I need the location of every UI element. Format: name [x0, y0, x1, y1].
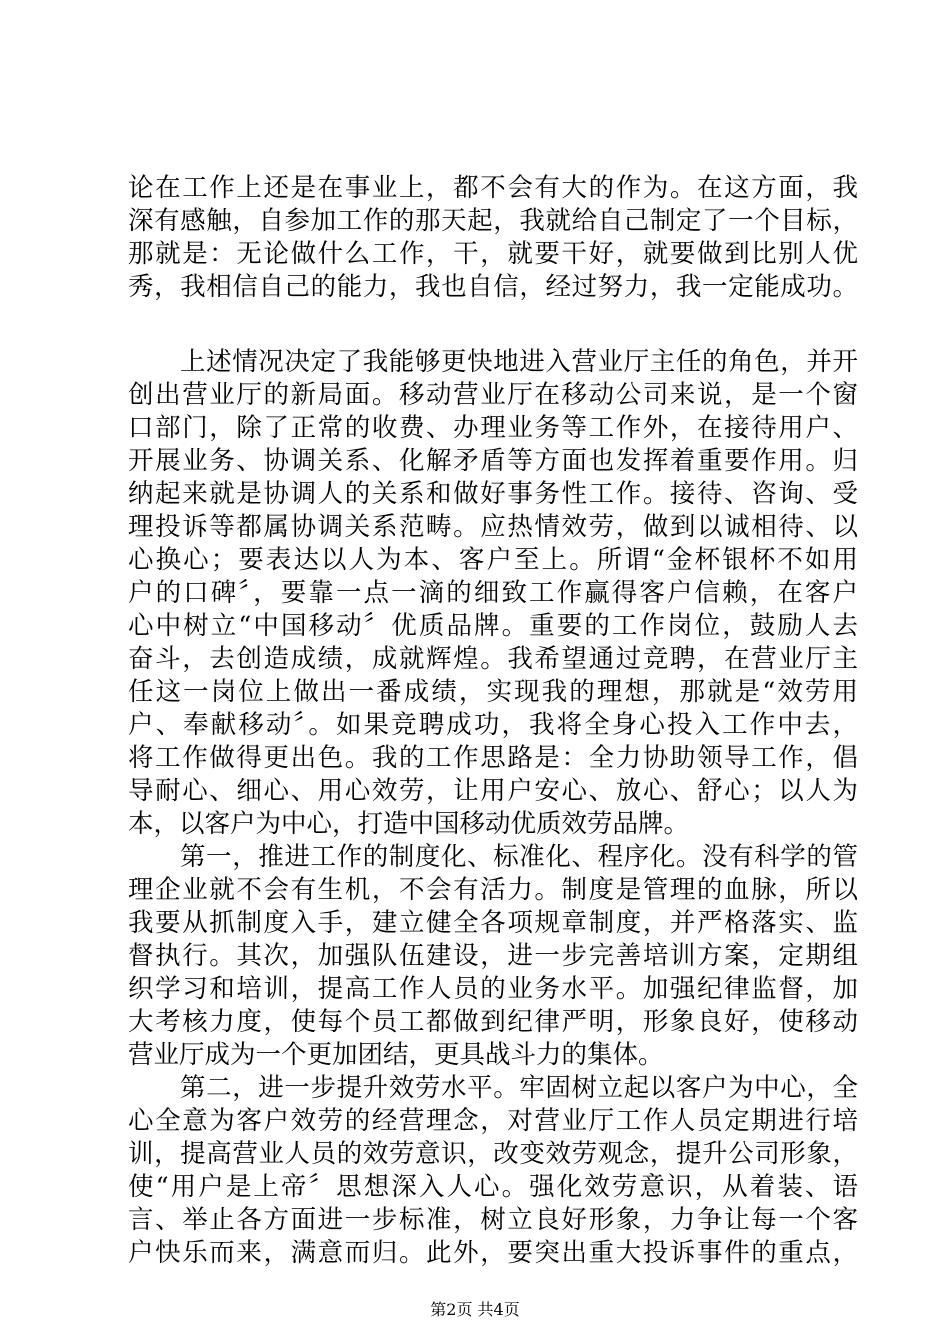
paragraph-gap	[128, 304, 858, 346]
text-line: 深有感触，自参加工作的那天起，我就给自己制定了一个目标，	[128, 206, 858, 236]
text-line: 理投诉等都属协调关系范畴。应热情效劳，做到以诚相待、以	[128, 512, 858, 542]
text-line: 那就是：无论做什么工作，干，就要干好，就要做到比别人优	[128, 239, 858, 269]
text-line: 第一，推进工作的制度化、标准化、程序化。没有科学的管	[180, 842, 858, 872]
text-line: 纳起来就是协调人的关系和做好事务性工作。接待、咨询、受	[128, 479, 858, 509]
text-line: 言、举止各方面进一步标准，树立良好形象，力争让每一个客	[128, 1205, 858, 1235]
text-line: 心全意为客户效劳的经营理念，对营业厅工作人员定期进行培	[128, 1106, 858, 1136]
text-line: 督执行。其次，加强队伍建设，进一步完善培训方案，定期组	[128, 941, 858, 971]
text-line: 将工作做得更出色。我的工作思路是：全力协助领导工作，倡	[128, 743, 858, 773]
paragraph-2	[128, 346, 858, 841]
text-line: 理企业就不会有生机，不会有活力。制度是管理的血脉，所以	[128, 875, 858, 905]
text-line: 户快乐而来，满意而归。此外，要突出重大投诉事件的重点，	[128, 1238, 858, 1268]
text-line: 营业厅成为一个更加团结，更具战斗力的集体。	[128, 1040, 664, 1070]
text-line: 上述情况决定了我能够更快地进入营业厅主任的角色，并开	[180, 347, 858, 377]
document-body	[128, 172, 858, 1270]
text-line: 秀，我相信自己的能力，我也自信，经过努力，我一定能成功。	[128, 272, 858, 302]
text-line: 口部门，除了正常的收费、办理业务等工作外，在接待用户、	[128, 413, 858, 443]
text-line: 大考核力度，使每个员工都做到纪律严明，形象良好，使移动	[128, 1007, 858, 1037]
text-line: 奋斗，去创造成绩，成就辉煌。我希望通过竞聘，在营业厅主	[128, 644, 858, 674]
text-line: 织学习和培训，提高工作人员的业务水平。加强纪律监督，加	[128, 974, 858, 1004]
text-line: 论在工作上还是在事业上，都不会有大的作为。在这方面，我	[128, 173, 858, 203]
paragraph-1	[128, 172, 858, 304]
text-line: 心中树立“中国移动〞优质品牌。重要的工作岗位，鼓励人去	[128, 611, 858, 641]
text-line: 开展业务、协调关系、化解矛盾等方面也发挥着重要作用。归	[128, 446, 858, 476]
text-line: 本，以客户为中心，打造中国移动优质效劳品牌。	[128, 809, 690, 839]
text-line: 导耐心、细心、用心效劳，让用户安心、放心、舒心；以人为	[128, 776, 858, 806]
text-line: 我要从抓制度入手，建立健全各项规章制度，并严格落实、监	[128, 908, 858, 938]
paragraph-4	[128, 1072, 858, 1270]
paragraph-3	[128, 841, 858, 1072]
page-number-footer: 第2页 共4页	[430, 1300, 520, 1319]
text-line: 户、奉献移动〞。如果竞聘成功，我将全身心投入工作中去，	[128, 710, 858, 740]
text-line: 创出营业厅的新局面。移动营业厅在移动公司来说，是一个窗	[128, 380, 858, 410]
text-line: 任这一岗位上做出一番成绩，实现我的理想，那就是“效劳用	[128, 677, 858, 707]
text-line: 使“用户是上帝〞思想深入人心。强化效劳意识，从着装、语	[128, 1172, 858, 1202]
text-line: 户的口碑〞，要靠一点一滴的细致工作赢得客户信赖，在客户	[128, 578, 858, 608]
text-line: 第二，进一步提升效劳水平。牢固树立起以客户为中心，全	[180, 1073, 858, 1103]
text-line: 心换心；要表达以人为本、客户至上。所谓“金杯银杯不如用	[128, 545, 858, 575]
text-line: 训，提高营业人员的效劳意识，改变效劳观念，提升公司形象，	[128, 1139, 858, 1169]
